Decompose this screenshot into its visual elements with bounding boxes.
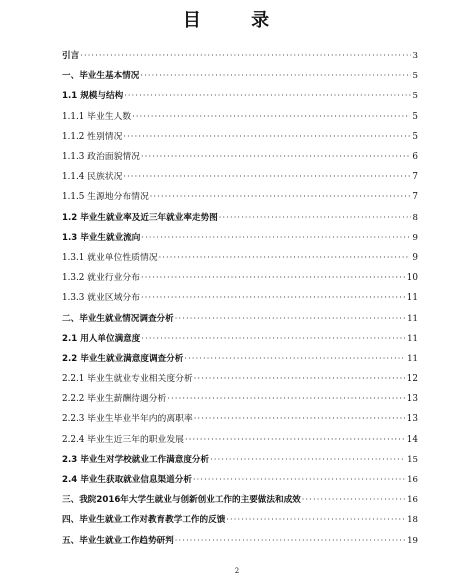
toc-entry-page: 18 — [407, 515, 418, 526]
toc-entry[interactable] — [62, 329, 418, 349]
toc-entry[interactable] — [62, 248, 418, 268]
toc-entry-page: 16 — [407, 475, 418, 486]
toc-entry-page: 5 — [412, 71, 418, 82]
toc-entry-label: 1.1.2 性别情况 — [62, 131, 123, 142]
leader-dots — [185, 434, 405, 446]
toc-entry[interactable] — [62, 470, 418, 490]
toc-entry-page: 11 — [407, 333, 418, 344]
toc-entry[interactable] — [62, 369, 418, 389]
toc-entry[interactable] — [62, 66, 418, 86]
toc-entry-page: 6 — [412, 152, 418, 163]
toc-entry-label: 2.2 毕业生就业满意度调查分析 — [62, 353, 184, 364]
toc-entry-page: 12 — [406, 374, 418, 385]
toc-entry[interactable] — [62, 430, 418, 450]
toc-entry[interactable] — [62, 531, 418, 551]
toc-entry-label: 2.2.4 毕业生近三年的职业发展 — [62, 434, 184, 445]
toc-entry-page: 11 — [407, 353, 418, 364]
leader-dots — [193, 474, 405, 486]
leader-dots — [80, 50, 410, 62]
leader-dots — [175, 313, 405, 325]
toc-entry-page: 11 — [406, 293, 418, 304]
toc-entry-label: 1.3.2 就业行业分布 — [62, 273, 140, 284]
leader-dots — [302, 494, 405, 506]
leader-dots — [132, 111, 410, 123]
toc-entry[interactable] — [62, 349, 418, 369]
toc-entry[interactable] — [62, 86, 418, 106]
toc-entry-label: 1.3 毕业生就业流向 — [62, 232, 141, 243]
toc-entry-page: 19 — [407, 535, 418, 546]
toc-entry-page: 7 — [412, 172, 418, 183]
toc-entry[interactable] — [62, 107, 418, 127]
toc-entry-page: 9 — [412, 232, 418, 243]
leader-dots — [184, 353, 405, 365]
toc-entry[interactable] — [62, 228, 418, 248]
toc-entry-label: 1.1.1 毕业生人数 — [62, 111, 132, 122]
page-number: 2 — [234, 567, 240, 575]
leader-dots — [226, 514, 405, 526]
leader-dots — [123, 171, 410, 183]
toc-entry-label: 2.3 毕业生对学校就业工作满意度分析 — [62, 454, 210, 465]
toc-entry-label: 2.2.3 毕业生毕业半年内的离职率 — [62, 414, 193, 425]
toc-entry-label: 二、毕业生就业情况调查分析 — [62, 313, 174, 324]
leader-dots — [141, 272, 405, 284]
toc-entry[interactable] — [62, 268, 418, 288]
toc-entry[interactable] — [62, 409, 418, 429]
leader-dots — [167, 393, 404, 405]
toc-entry-label: 一、毕业生基本情况 — [62, 71, 140, 82]
toc-entry-page: 15 — [407, 454, 418, 465]
toc-entry-label: 四、毕业生就业工作对教育教学工作的反馈 — [62, 515, 226, 526]
leader-dots — [194, 373, 405, 385]
page-title: 目 录 — [182, 10, 292, 31]
toc-entry-page: 7 — [412, 192, 418, 203]
toc-entry-label: 三、我院2016年大学生就业与创新创业工作的主要做法和成效 — [62, 495, 301, 506]
leader-dots — [124, 90, 410, 102]
leader-dots — [141, 292, 405, 304]
toc-entry-label: 1.1.4 民族状况 — [62, 172, 123, 183]
toc-entry-label: 1.1 规模与结构 — [62, 91, 124, 102]
toc-entry-page: 5 — [412, 111, 418, 122]
toc-entry-label: 1.2 毕业生就业率及近三年就业率走势图 — [62, 212, 218, 223]
toc-entry-label: 引言 — [62, 51, 80, 62]
leader-dots — [210, 454, 405, 466]
leader-dots — [194, 413, 405, 425]
leader-dots — [141, 232, 410, 244]
toc-entry-label: 1.1.3 政治面貌情况 — [62, 152, 140, 163]
toc-entry-label: 2.2.1 毕业生就业专业相关度分析 — [62, 374, 193, 385]
toc-entry[interactable] — [62, 450, 418, 470]
leader-dots — [219, 212, 411, 224]
leader-dots — [141, 151, 410, 163]
toc-entry-label: 2.1 用人单位满意度 — [62, 333, 141, 344]
toc-entry[interactable] — [62, 46, 418, 66]
leader-dots — [159, 252, 411, 264]
toc-entry[interactable] — [62, 389, 418, 409]
toc-entry-label: 1.3.1 就业单位性质情况 — [62, 252, 158, 263]
toc-entry-label: 五、毕业生就业工作趋势研判 — [62, 535, 174, 546]
toc-entry[interactable] — [62, 510, 418, 530]
leader-dots — [140, 70, 410, 82]
toc-entry-page: 3 — [412, 51, 418, 62]
toc-entry-page: 10 — [406, 273, 418, 284]
toc-entry-page: 14 — [406, 434, 418, 445]
toc-entry-page: 8 — [412, 212, 418, 223]
toc-entry[interactable] — [62, 147, 418, 167]
toc-entry-label: 1.1.5 生源地分布情况 — [62, 192, 149, 203]
toc-entry-label: 2.4 毕业生获取就业信息渠道分析 — [62, 475, 192, 486]
leader-dots — [175, 535, 405, 547]
toc-entry-page: 13 — [406, 414, 418, 425]
leader-dots — [150, 191, 411, 203]
toc-entry[interactable] — [62, 490, 418, 510]
toc-entry[interactable] — [62, 127, 418, 147]
toc-entry[interactable] — [62, 167, 418, 187]
toc-entry[interactable] — [62, 308, 418, 328]
toc-entry-page: 9 — [412, 252, 418, 263]
toc-entry[interactable] — [62, 208, 418, 228]
toc-entry-page: 11 — [407, 313, 418, 324]
toc-entry-page: 16 — [407, 495, 418, 506]
toc-entry-page: 5 — [412, 91, 418, 102]
leader-dots — [123, 131, 410, 143]
toc-entry-page: 13 — [406, 394, 418, 405]
toc-entry-label: 2.2.2 毕业生薪酬待遇分析 — [62, 394, 167, 405]
leader-dots — [141, 333, 405, 345]
toc-entry-label: 1.3.3 就业区域分布 — [62, 293, 140, 304]
toc-entry[interactable] — [62, 187, 418, 207]
toc-entry-page: 5 — [412, 131, 418, 142]
toc-entry[interactable] — [62, 288, 418, 308]
table-of-contents — [62, 46, 418, 551]
